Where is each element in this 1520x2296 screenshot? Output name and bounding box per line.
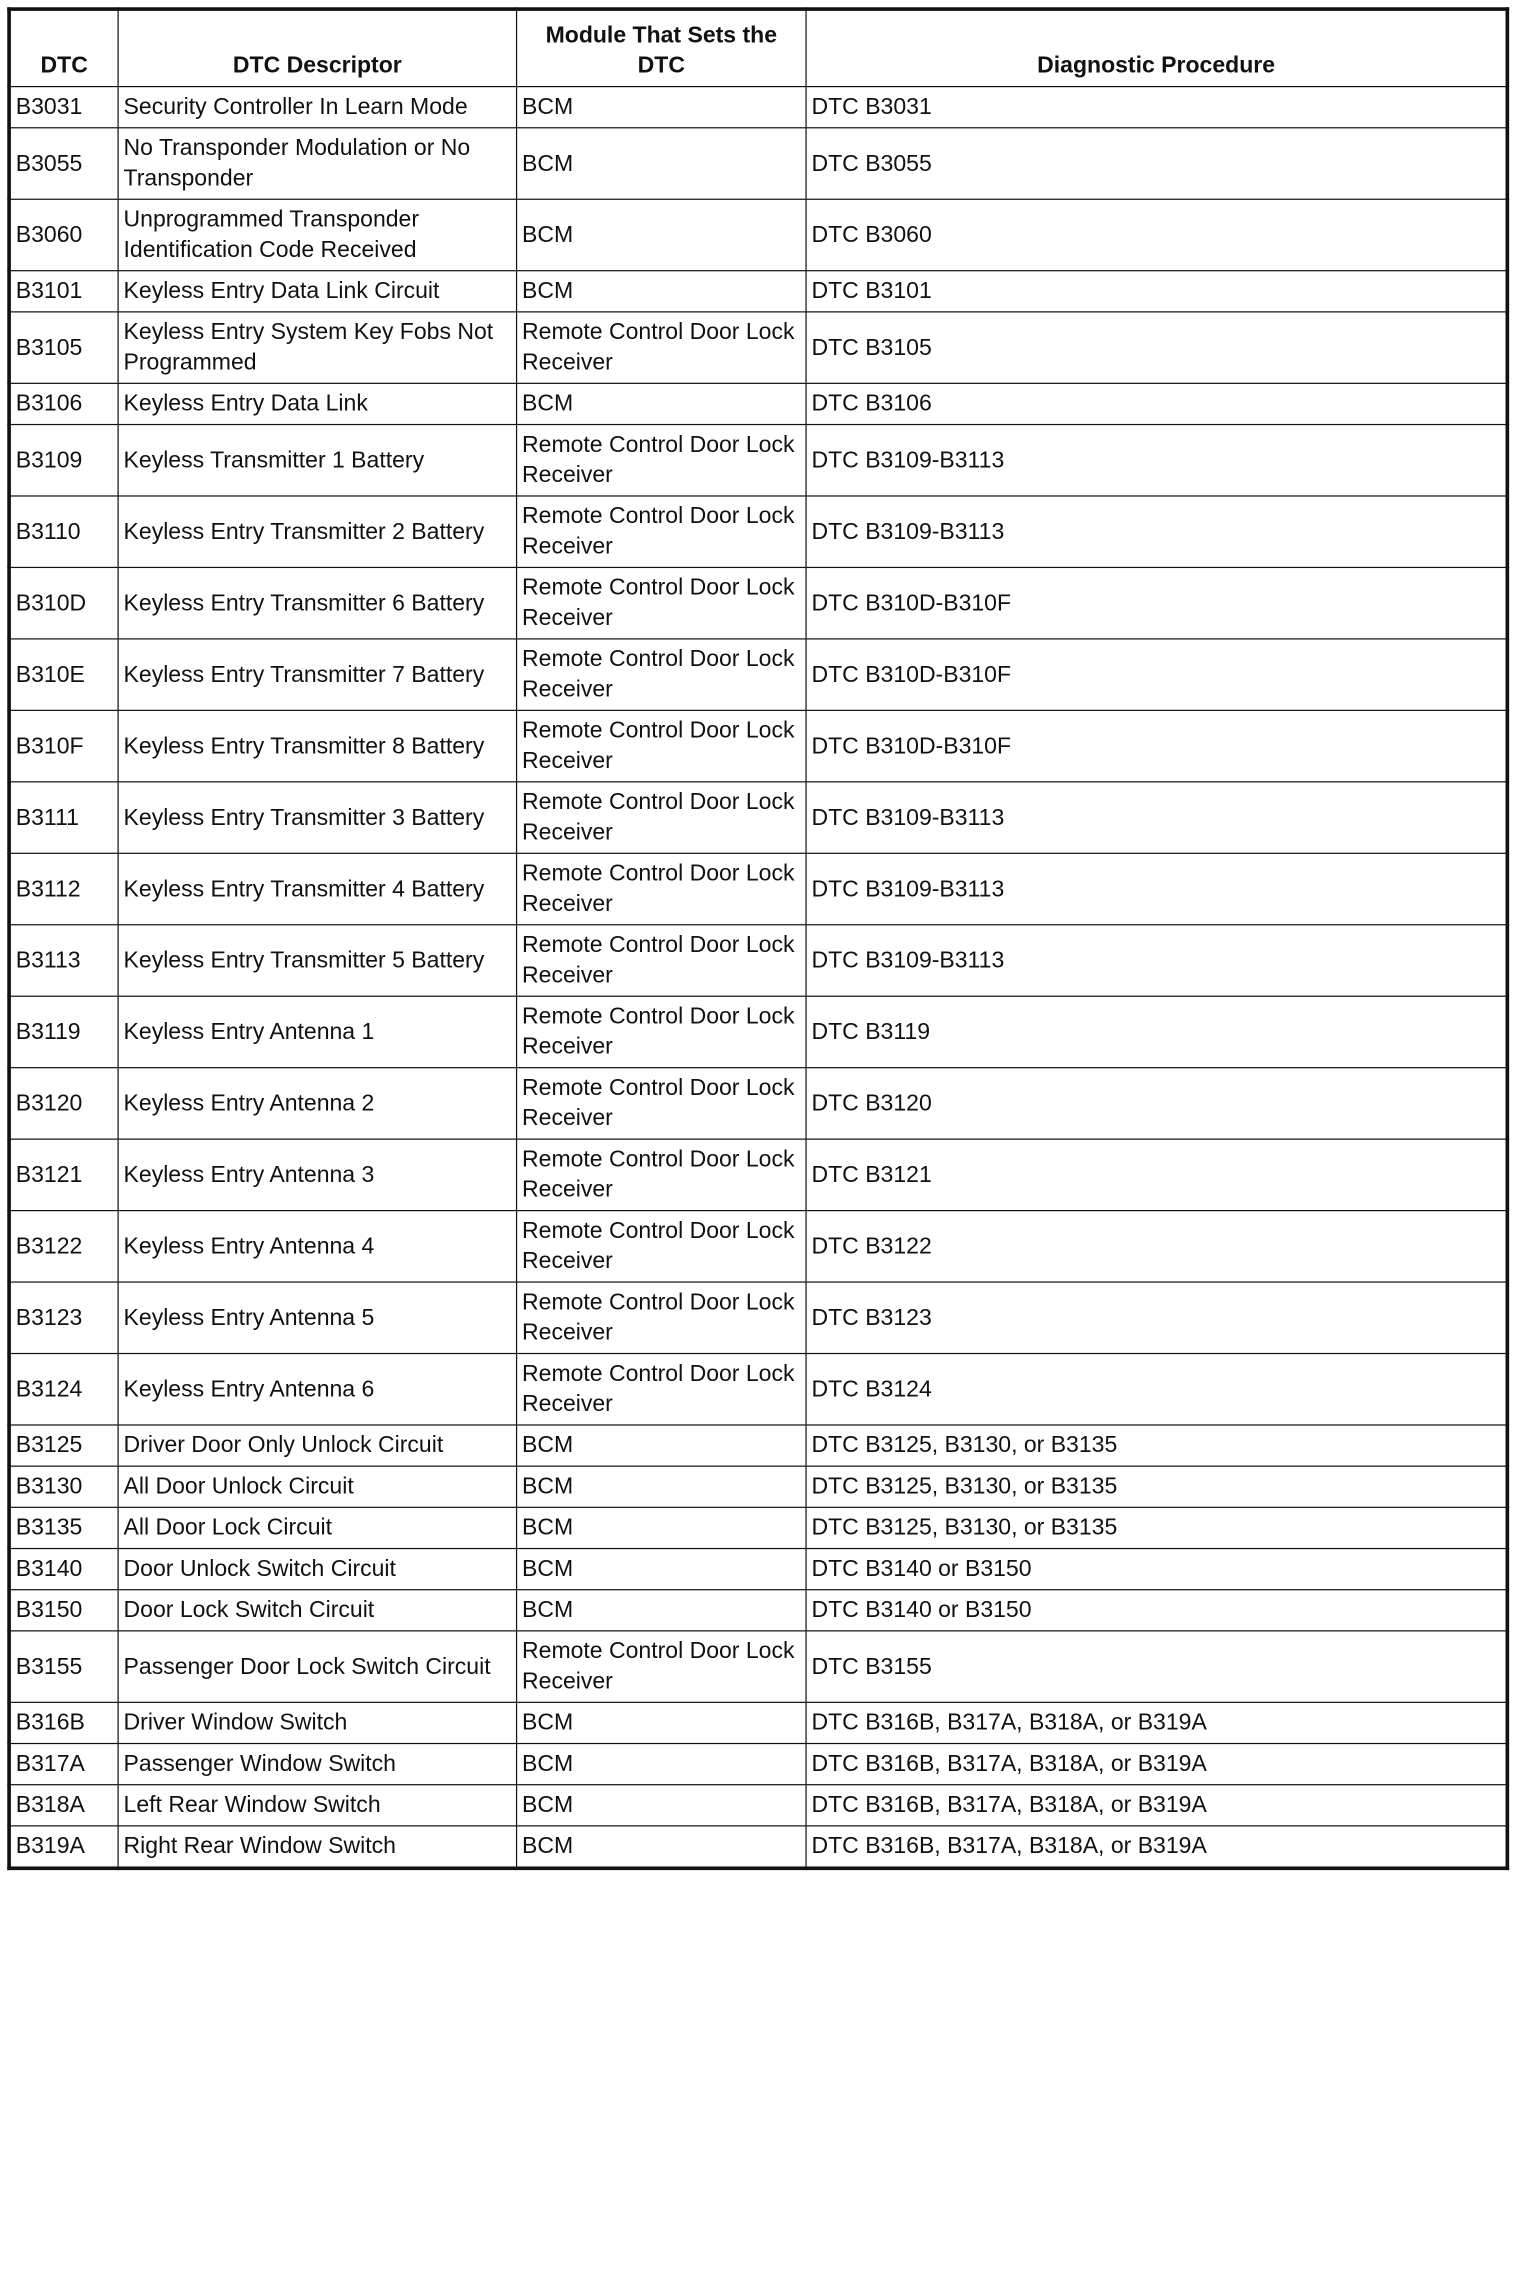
cell-module: Remote Control Door Lock Receiver [517,925,806,996]
cell-descriptor: Keyless Entry Transmitter 5 Battery [118,925,516,996]
cell-procedure: DTC B3109-B3113 [806,925,1507,996]
table-row [9,1211,1507,1282]
header-procedure: Diagnostic Procedure [806,9,1507,87]
cell-procedure: DTC B310D-B310F [806,567,1507,638]
cell-descriptor: All Door Unlock Circuit [118,1466,516,1507]
cell-dtc: B3109 [9,425,118,496]
cell-dtc: B3055 [9,128,118,199]
dtc-table [7,7,1509,1870]
table-row [9,425,1507,496]
cell-dtc: B3135 [9,1507,118,1548]
cell-module: Remote Control Door Lock Receiver [517,710,806,781]
cell-procedure: DTC B3140 or B3150 [806,1549,1507,1590]
cell-dtc: B3111 [9,782,118,853]
table-row [9,996,1507,1067]
cell-dtc: B3120 [9,1068,118,1139]
cell-dtc: B318A [9,1785,118,1826]
cell-module: Remote Control Door Lock Receiver [517,1282,806,1353]
cell-module: BCM [517,87,806,128]
cell-procedure: DTC B3119 [806,996,1507,1067]
cell-dtc: B3121 [9,1139,118,1210]
cell-module: Remote Control Door Lock Receiver [517,1068,806,1139]
cell-dtc: B3031 [9,87,118,128]
cell-descriptor: Passenger Window Switch [118,1744,516,1785]
table-row [9,1507,1507,1548]
table-row [9,271,1507,312]
cell-descriptor: Keyless Entry Transmitter 6 Battery [118,567,516,638]
cell-procedure: DTC B3109-B3113 [806,425,1507,496]
cell-dtc: B3113 [9,925,118,996]
cell-procedure: DTC B310D-B310F [806,710,1507,781]
cell-procedure: DTC B3140 or B3150 [806,1590,1507,1631]
table-row [9,1549,1507,1590]
cell-dtc: B3123 [9,1282,118,1353]
cell-module: Remote Control Door Lock Receiver [517,639,806,710]
cell-dtc: B317A [9,1744,118,1785]
cell-procedure: DTC B3121 [806,1139,1507,1210]
header-descriptor: DTC Descriptor [118,9,516,87]
table-row [9,1785,1507,1826]
cell-module: BCM [517,1826,806,1868]
cell-dtc: B310D [9,567,118,638]
cell-dtc: B316B [9,1702,118,1743]
cell-descriptor: Right Rear Window Switch [118,1826,516,1868]
cell-procedure: DTC B3122 [806,1211,1507,1282]
table-row [9,1068,1507,1139]
cell-module: BCM [517,271,806,312]
cell-dtc: B3106 [9,383,118,424]
cell-descriptor: Keyless Entry Antenna 1 [118,996,516,1067]
cell-procedure: DTC B3109-B3113 [806,853,1507,924]
cell-descriptor: Keyless Entry Transmitter 3 Battery [118,782,516,853]
cell-module: BCM [517,128,806,199]
cell-module: BCM [517,199,806,270]
cell-dtc: B319A [9,1826,118,1868]
cell-module: BCM [517,1590,806,1631]
cell-module: BCM [517,383,806,424]
cell-dtc: B3155 [9,1631,118,1702]
table-row [9,567,1507,638]
cell-dtc: B3124 [9,1354,118,1425]
cell-module: BCM [517,1549,806,1590]
cell-dtc: B3125 [9,1425,118,1466]
cell-descriptor: Driver Window Switch [118,1702,516,1743]
table-row [9,1139,1507,1210]
cell-descriptor: All Door Lock Circuit [118,1507,516,1548]
cell-module: Remote Control Door Lock Receiver [517,312,806,383]
cell-procedure: DTC B3055 [806,128,1507,199]
header-dtc: DTC [9,9,118,87]
cell-module: BCM [517,1507,806,1548]
table-row [9,128,1507,199]
cell-dtc: B3140 [9,1549,118,1590]
cell-module: Remote Control Door Lock Receiver [517,996,806,1067]
cell-dtc: B3150 [9,1590,118,1631]
table-row [9,87,1507,128]
cell-module: Remote Control Door Lock Receiver [517,1211,806,1282]
cell-descriptor: Unprogrammed Transponder Identification Code Received [118,199,516,270]
cell-descriptor: Keyless Entry Antenna 2 [118,1068,516,1139]
cell-procedure: DTC B3124 [806,1354,1507,1425]
table-row [9,1744,1507,1785]
cell-module: Remote Control Door Lock Receiver [517,782,806,853]
cell-dtc: B3101 [9,271,118,312]
cell-descriptor: Keyless Entry Transmitter 4 Battery [118,853,516,924]
cell-descriptor: Keyless Entry System Key Fobs Not Programmed [118,312,516,383]
table-row [9,1466,1507,1507]
cell-module: Remote Control Door Lock Receiver [517,1139,806,1210]
table-row [9,853,1507,924]
cell-procedure: DTC B310D-B310F [806,639,1507,710]
cell-procedure: DTC B3101 [806,271,1507,312]
cell-procedure: DTC B3123 [806,1282,1507,1353]
cell-dtc: B3112 [9,853,118,924]
cell-module: Remote Control Door Lock Receiver [517,1631,806,1702]
cell-dtc: B3110 [9,496,118,567]
cell-procedure: DTC B316B, B317A, B318A, or B319A [806,1702,1507,1743]
cell-descriptor: Driver Door Only Unlock Circuit [118,1425,516,1466]
table-row [9,1354,1507,1425]
cell-procedure: DTC B316B, B317A, B318A, or B319A [806,1826,1507,1868]
table-row [9,782,1507,853]
table-row [9,199,1507,270]
cell-procedure: DTC B3155 [806,1631,1507,1702]
cell-dtc: B310E [9,639,118,710]
table-row [9,710,1507,781]
cell-dtc: B3119 [9,996,118,1067]
cell-descriptor: Keyless Entry Data Link Circuit [118,271,516,312]
cell-module: Remote Control Door Lock Receiver [517,425,806,496]
cell-procedure: DTC B316B, B317A, B318A, or B319A [806,1785,1507,1826]
cell-dtc: B3130 [9,1466,118,1507]
cell-module: Remote Control Door Lock Receiver [517,1354,806,1425]
cell-procedure: DTC B3125, B3130, or B3135 [806,1466,1507,1507]
cell-descriptor: Security Controller In Learn Mode [118,87,516,128]
cell-dtc: B3060 [9,199,118,270]
cell-procedure: DTC B3109-B3113 [806,782,1507,853]
table-row [9,383,1507,424]
cell-procedure: DTC B3109-B3113 [806,496,1507,567]
header-module: Module That Sets the DTC [517,9,806,87]
cell-descriptor: Keyless Entry Antenna 3 [118,1139,516,1210]
table-row [9,1590,1507,1631]
table-row [9,639,1507,710]
table-row [9,496,1507,567]
cell-descriptor: Keyless Entry Transmitter 7 Battery [118,639,516,710]
cell-descriptor: Passenger Door Lock Switch Circuit [118,1631,516,1702]
table-row [9,1282,1507,1353]
cell-procedure: DTC B316B, B317A, B318A, or B319A [806,1744,1507,1785]
table-row [9,1826,1507,1868]
cell-module: Remote Control Door Lock Receiver [517,853,806,924]
cell-module: BCM [517,1785,806,1826]
cell-dtc: B3122 [9,1211,118,1282]
table-row [9,1425,1507,1466]
cell-procedure: DTC B3031 [806,87,1507,128]
table-row [9,1702,1507,1743]
cell-descriptor: No Transponder Modulation or No Transponder [118,128,516,199]
cell-procedure: DTC B3125, B3130, or B3135 [806,1507,1507,1548]
cell-module: BCM [517,1702,806,1743]
cell-descriptor: Keyless Entry Transmitter 2 Battery [118,496,516,567]
cell-module: BCM [517,1425,806,1466]
table-header-row [9,9,1507,87]
table-row [9,925,1507,996]
cell-procedure: DTC B3120 [806,1068,1507,1139]
cell-dtc: B310F [9,710,118,781]
cell-procedure: DTC B3060 [806,199,1507,270]
table-row [9,1631,1507,1702]
cell-descriptor: Keyless Transmitter 1 Battery [118,425,516,496]
cell-descriptor: Door Lock Switch Circuit [118,1590,516,1631]
cell-module: Remote Control Door Lock Receiver [517,567,806,638]
cell-procedure: DTC B3106 [806,383,1507,424]
cell-dtc: B3105 [9,312,118,383]
cell-module: BCM [517,1744,806,1785]
cell-descriptor: Keyless Entry Data Link [118,383,516,424]
cell-procedure: DTC B3105 [806,312,1507,383]
cell-descriptor: Left Rear Window Switch [118,1785,516,1826]
cell-descriptor: Keyless Entry Antenna 6 [118,1354,516,1425]
cell-procedure: DTC B3125, B3130, or B3135 [806,1425,1507,1466]
table-row [9,312,1507,383]
cell-descriptor: Keyless Entry Antenna 4 [118,1211,516,1282]
cell-descriptor: Keyless Entry Transmitter 8 Battery [118,710,516,781]
cell-module: BCM [517,1466,806,1507]
cell-module: Remote Control Door Lock Receiver [517,496,806,567]
cell-descriptor: Keyless Entry Antenna 5 [118,1282,516,1353]
cell-descriptor: Door Unlock Switch Circuit [118,1549,516,1590]
